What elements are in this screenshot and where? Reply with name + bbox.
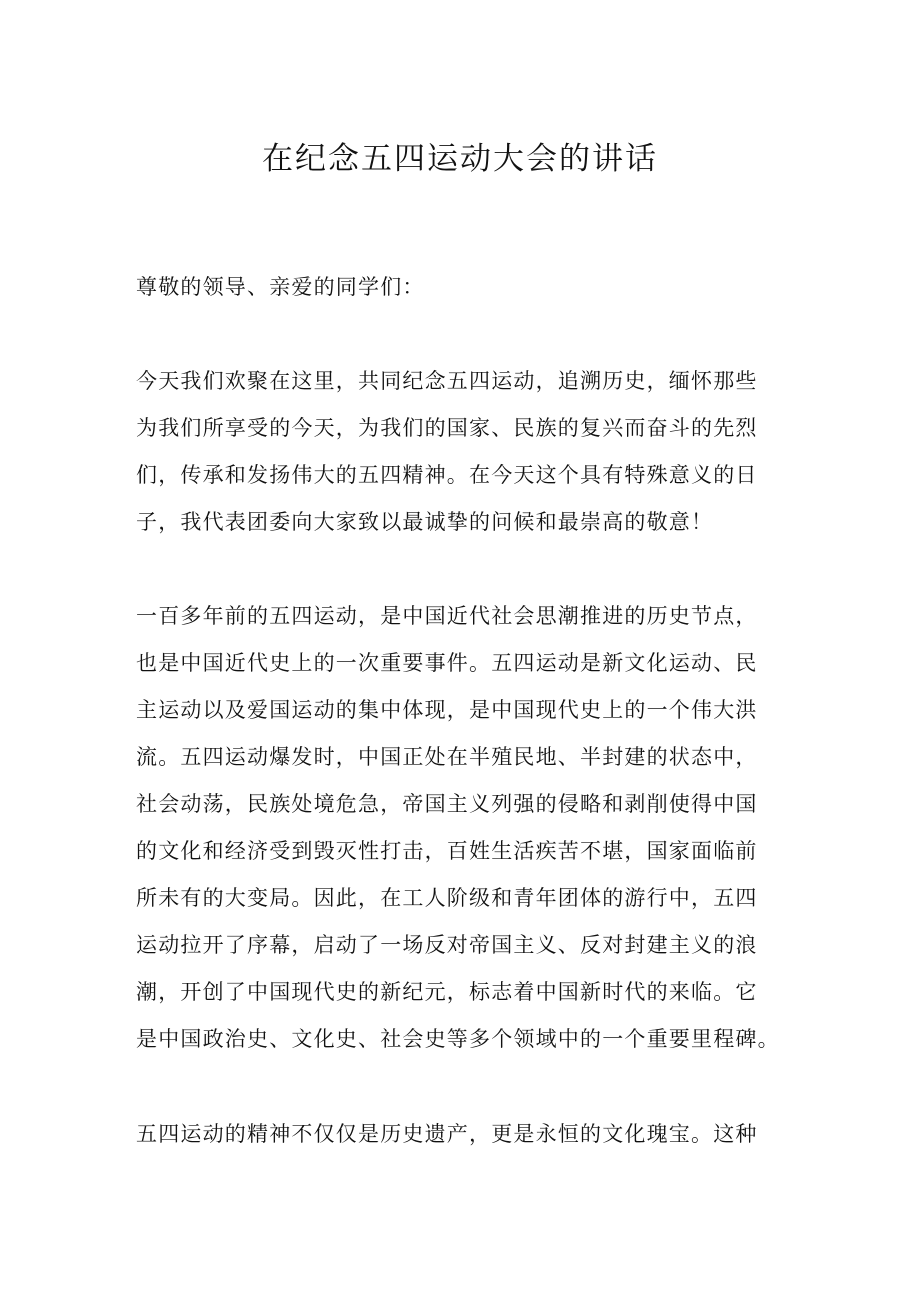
paragraph-line: 潮，开创了中国现代史的新纪元，标志着中国新时代的来临。它 (136, 980, 758, 1004)
paragraph-line: 五四运动的精神不仅仅是历史遗产，更是永恒的文化瑰宝。这种 (136, 1122, 758, 1146)
paragraph-line: 是中国政治史、文化史、社会史等多个领域中的一个重要里程碑。 (136, 1027, 780, 1051)
paragraph-line: 的文化和经济受到毁灭性打击，百姓生活疾苦不堪，国家面临前 (136, 839, 758, 863)
paragraph-line: 流。五四运动爆发时，中国正处在半殖民地、半封建的状态中， (136, 745, 758, 769)
paragraph-line: 子，我代表团委向大家致以最诚挚的问候和最崇高的敬意！ (136, 510, 714, 534)
paragraph-line: 运动拉开了序幕，启动了一场反对帝国主义、反对封建主义的浪 (136, 933, 758, 957)
paragraph-line: 社会动荡，民族处境危急，帝国主义列强的侵略和剥削使得中国 (136, 792, 758, 816)
document-title: 在纪念五四运动大会的讲话 (262, 141, 658, 177)
paragraph-line: 所未有的大变局。因此，在工人阶级和青年团体的游行中，五四 (136, 886, 758, 910)
salutation: 尊敬的领导、亲爱的同学们： (136, 275, 425, 299)
paragraph-line: 一百多年前的五四运动，是中国近代社会思潮推进的历史节点， (136, 604, 758, 628)
paragraph-line: 为我们所享受的今天，为我们的国家、民族的复兴而奋斗的先烈 (136, 416, 758, 440)
paragraph-line: 们，传承和发扬伟大的五四精神。在今天这个具有特殊意义的日 (136, 463, 758, 487)
paragraph-line: 也是中国近代史上的一次重要事件。五四运动是新文化运动、民 (136, 651, 758, 675)
paragraph-line: 今天我们欢聚在这里，共同纪念五四运动，追溯历史，缅怀那些 (136, 369, 758, 393)
paragraph-line: 主运动以及爱国运动的集中体现，是中国现代史上的一个伟大洪 (136, 698, 758, 722)
